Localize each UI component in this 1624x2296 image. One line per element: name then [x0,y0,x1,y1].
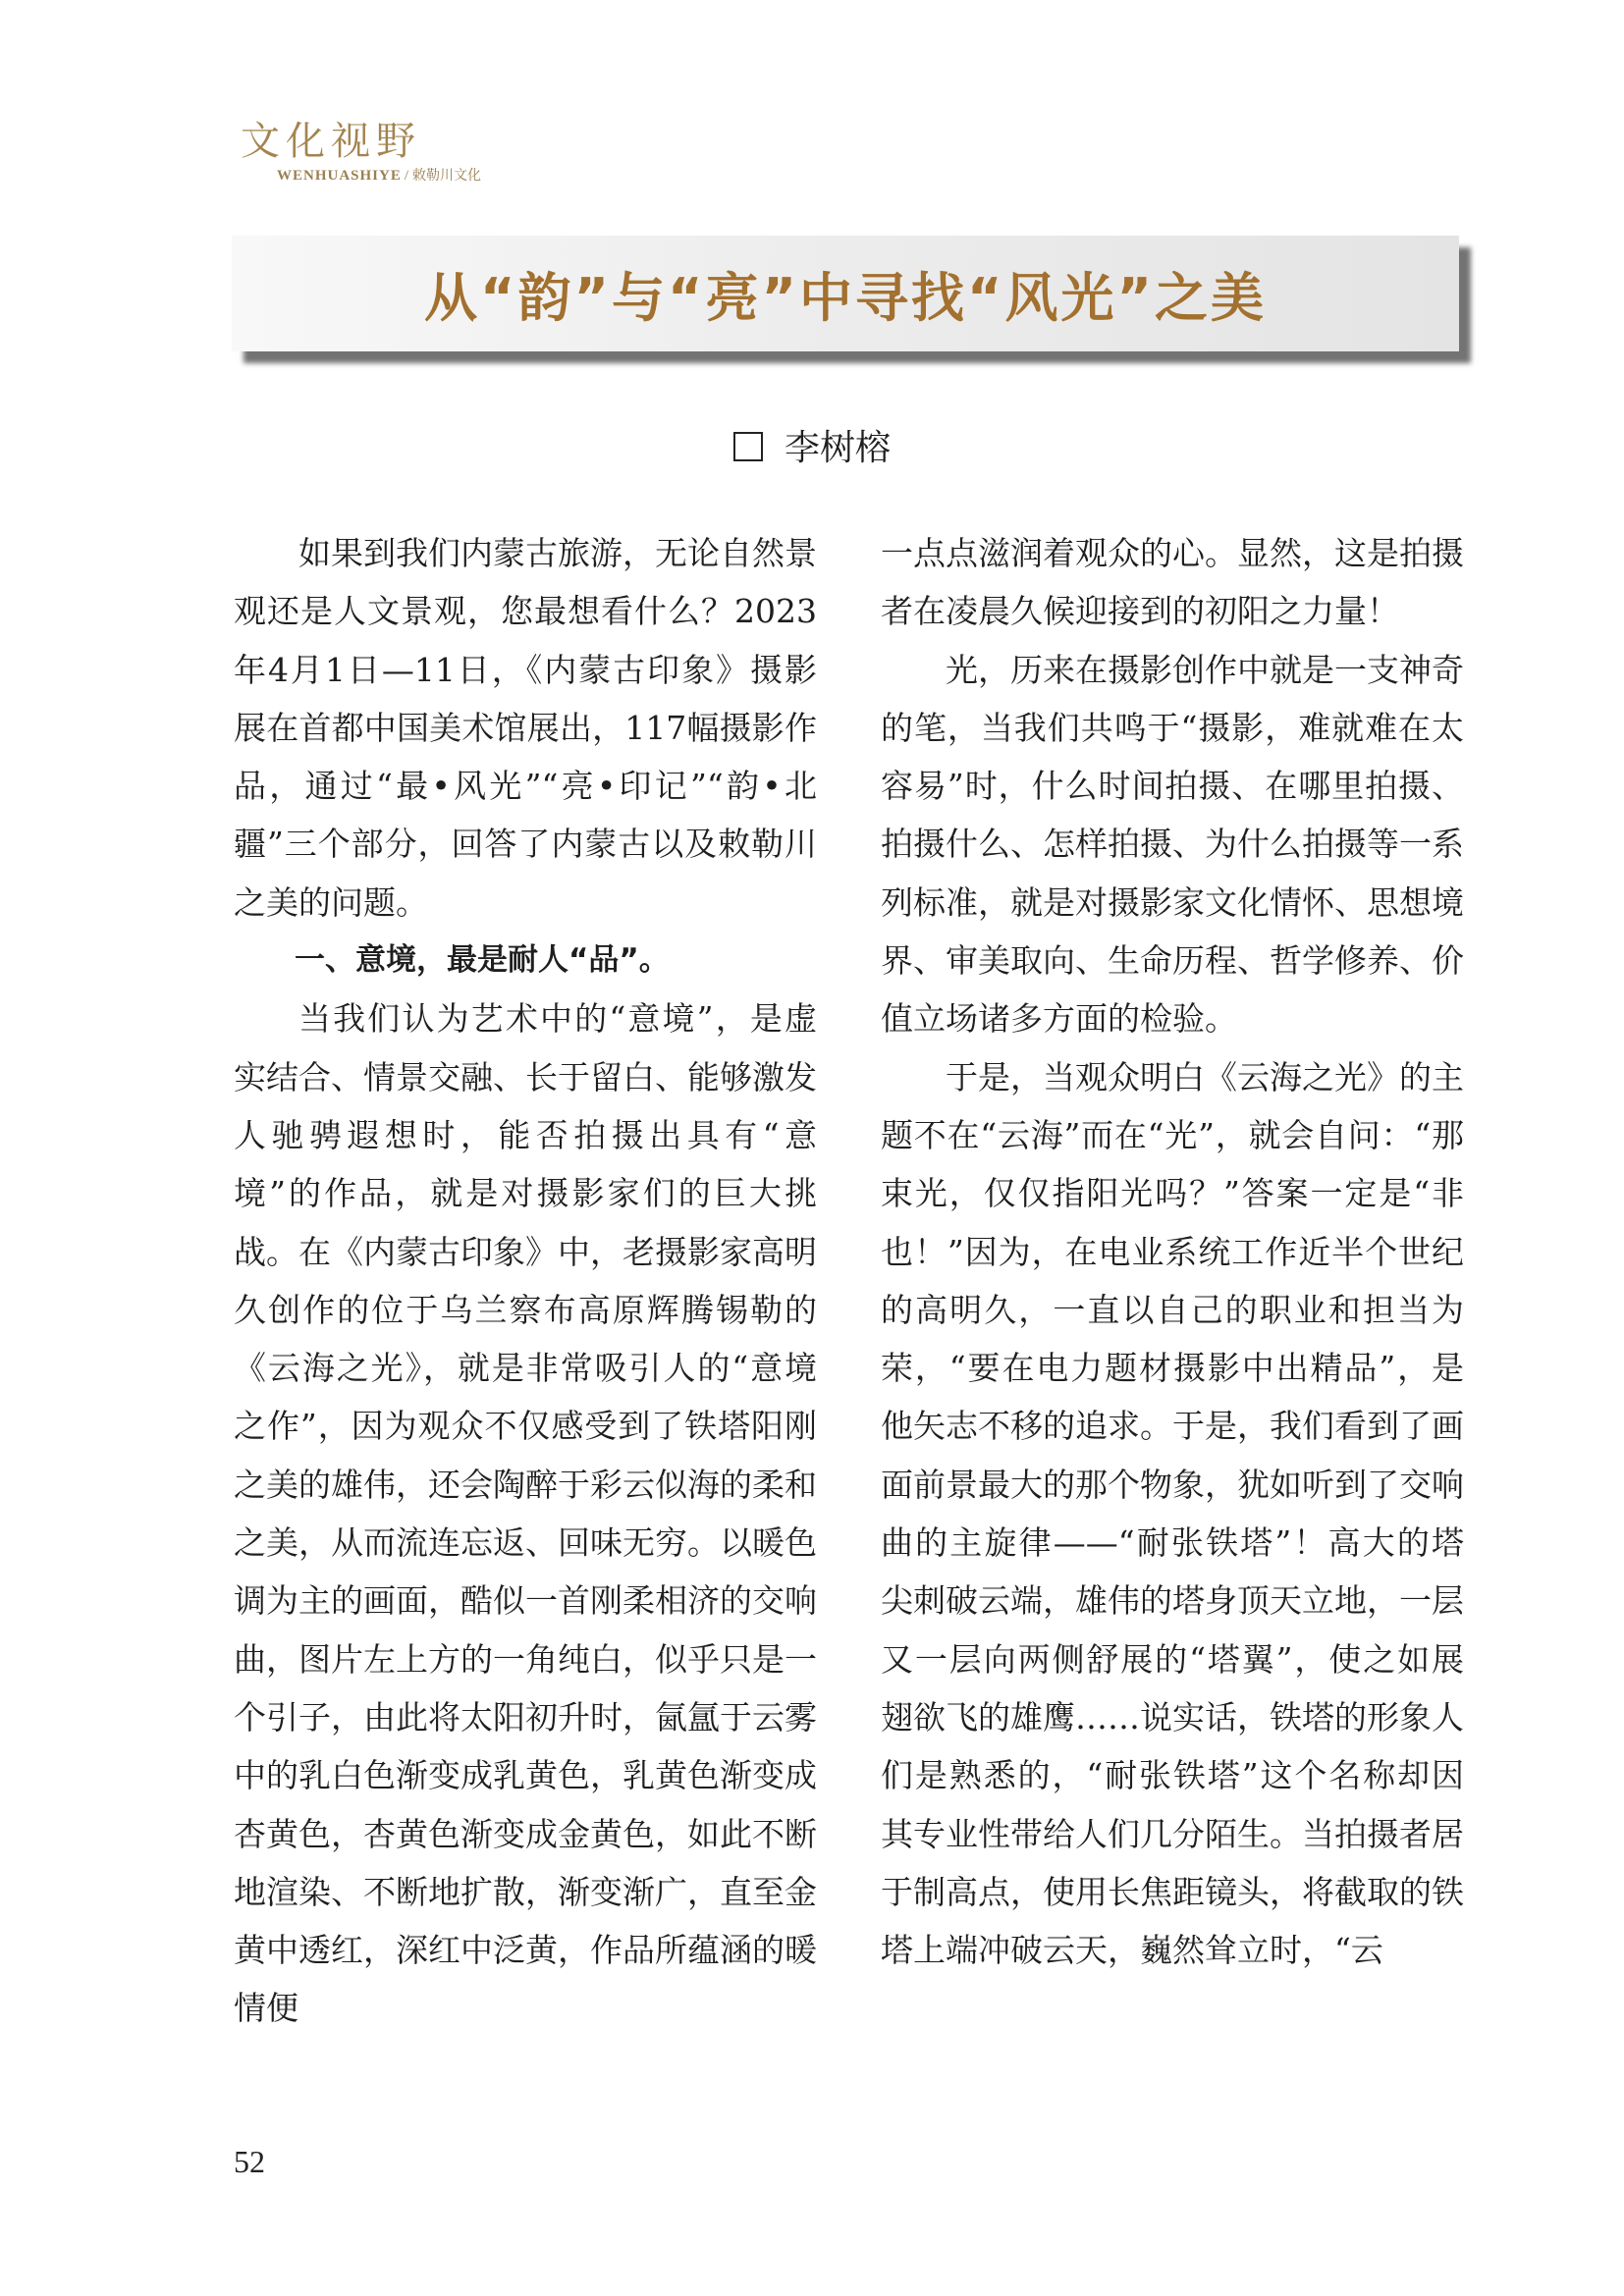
section-subtitle [277,165,481,185]
author-name: 李树榕 [784,428,891,468]
article-title: 从“韵”与“亮”中寻找“风光”之美 [424,266,1267,329]
paragraph: 于是，当观众明白《云海之光》的主题不在“云海”而在“光”，就会自问：“那束光，仅仅指阳光吗？”答案一定是“非也！”因为，在电业系统工作近半个世纪的高明久，一直以自己的职业和担当为荣，“要在电力题材摄影中出精品”，是他矢志不移的追求。于是，我们看到了画面前景最大的那个物象，犹如听到了交响曲的主旋律——“耐张铁塔”！高大的塔尖刺破云端，雄伟的塔身顶天立地，一层又一层向两侧舒展的“塔翼”，使之如展翅欲飞的雄鹰……说实话，铁塔的形象人们是熟悉的，“耐张铁塔”这个名称却因其专业性带给人们几分陌生。当拍摄者居于制高点，使用长焦距镜头，将截取的铁塔上端冲破云天，巍然耸立时，“云 [881,1057,1464,1970]
paragraph: 如果到我们内蒙古旅游，无论自然景观还是人文景观，您最想看什么？2023年4月1日—11日，《内蒙古印象》摄影展在首都中国美术馆展出，117幅摄影作品，通过“最•风光”“亮•印记”“韵•北疆”三个部分，回答了内蒙古以及敕勒川之美的问题。 [234,534,817,922]
section-separator: / [404,168,410,184]
author-line [0,420,1624,470]
section-title-pinyin: WENHUASHIYE [277,168,402,184]
section-title: 文化视野 [241,119,421,164]
paragraph: 光，历来在摄影创作中就是一支神奇的笔，当我们共鸣于“摄影，难就难在太容易”时，什么时间拍摄、在哪里拍摄、拍摄什么、怎样拍摄、为什么拍摄等一系列标准，就是对摄影家文化情怀、思想境界、审美取向、生命历程、哲学修养、价值立场诸多方面的检验。 [881,650,1464,1039]
left-column [234,524,817,2038]
page-number: 52 [234,2144,265,2179]
title-banner [232,236,1459,351]
paragraph-continued: 一点点滋润着观众的心。显然，这是拍摄者在凌晨久候迎接到的初阳之力量！ [881,534,1464,631]
right-column [881,524,1464,1979]
column-name: 敕勒川文化 [412,168,482,184]
paragraph: 当我们认为艺术中的“意境”，是虚实结合、情景交融、长于留白、能够激发人驰骋遐想时，能否拍摄出具有“意境”的作品，就是对摄影家们的巨大挑战。在《内蒙古印象》中，老摄影家高明久创作的位于乌兰察布高原辉腾锡勒的《云海之光》，就是非常吸引人的“意境之作”，因为观众不仅感受到了铁塔阳刚之美的雄伟，还会陶醉于彩云似海的柔和之美，从而流连忘返、回味无穷。以暖色调为主的画面，酷似一首刚柔相济的交响曲，图片左上方的一角纯白，似乎只是一个引子，由此将太阳初升时，氤氲于云雾中的乳白色渐变成乳黄色，乳黄色渐变成杏黄色，杏黄色渐变成金黄色，如此不断地渲染、不断地扩散，渐变渐广，直至金黄中透红，深红中泛黄，作品所蕴涵的暖情便 [234,999,817,2028]
section-heading: 一、意境，最是耐人“品”。 [295,942,670,979]
square-icon [733,432,763,461]
